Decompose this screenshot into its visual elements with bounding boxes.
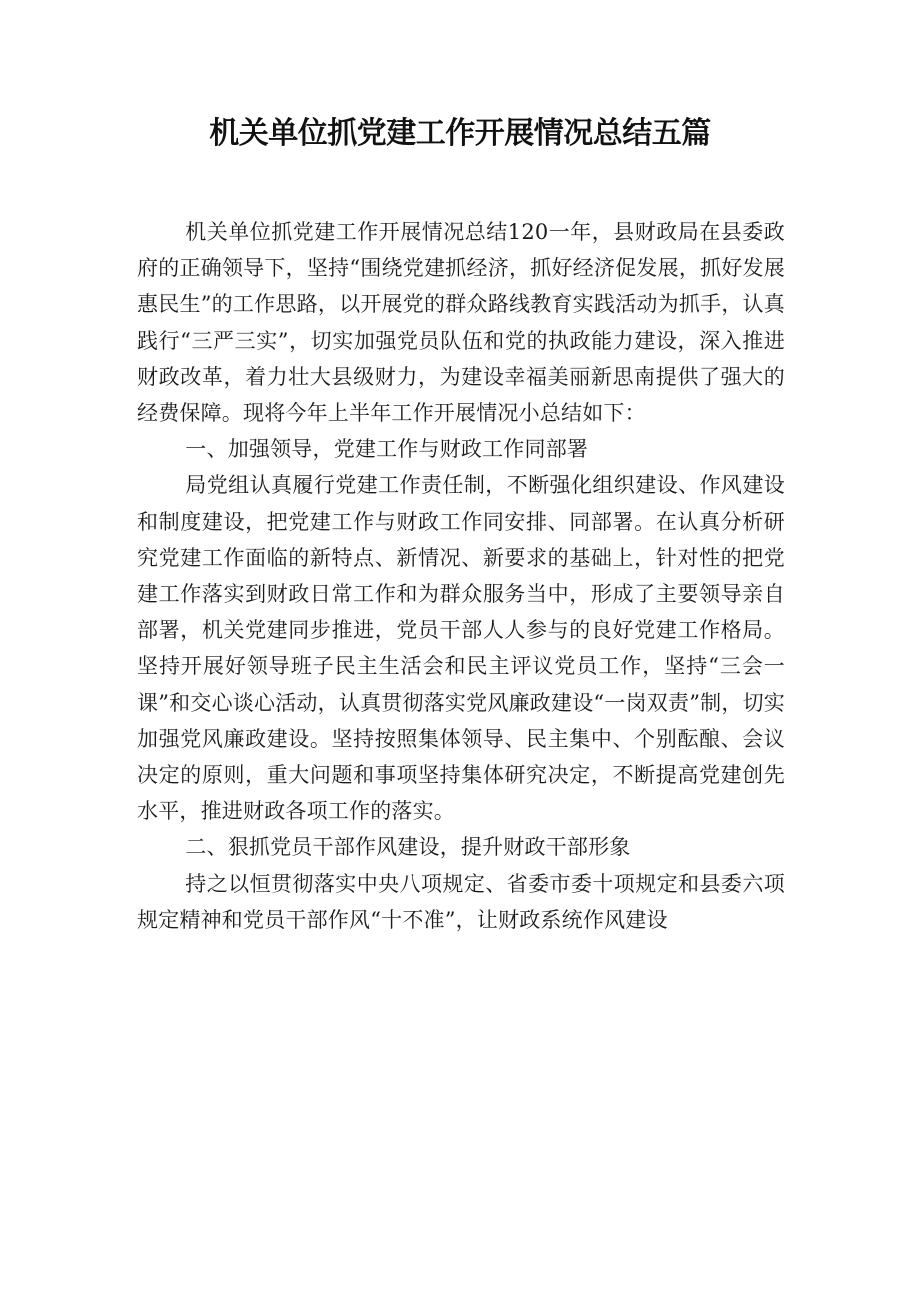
section-2-paragraph: 持之以恒贯彻落实中央八项规定、省委市委十项规定和县委六项规定精神和党员干部作风“十不准”，让财政系统作风建设 [137, 871, 785, 932]
document-title: 机关单位抓党建工作开展情况总结五篇 [209, 116, 711, 151]
intro-paragraph: 机关单位抓党建工作开展情况总结120一年，县财政局在县委政府的正确领导下，坚持“围绕党建抓经济，抓好经济促发展，抓好发展惠民生”的工作思路，以开展党的群众路线教育实践活动为抓手，认真践行“三严三实”，切实加强党员队伍和党的执政能力建设，深入推进财政改革，着力壮大县级财力，为建设幸福美丽新思南提供了强大的经费保障。现将今年上半年工作开展情况小总结如下： [137, 220, 785, 426]
section-1-paragraph: 局党组认真履行党建工作责任制，不断强化组织建设、作风建设和制度建设，把党建工作与财政工作同安排、同部署。在认真分析研究党建工作面临的新特点、新情况、新要求的基础上，针对性的把党建工作落实到财政日常工作和为群众服务当中，形成了主要领导亲自部署，机关党建同步推进，党员干部人人参与的良好党建工作格局。坚持开展好领导班子民主生活会和民主评议党员工作，坚持“三会一课”和交心谈心活动，认真贯彻落实党风廉政建设“一岗双责”制，切实加强党风廉政建设。坚持按照集体领导、民主集中、个别酝酿、会议决定的原则，重大问题和事项坚持集体研究决定，不断提高党建创先水平，推进财政各项工作的落实。 [137, 473, 785, 824]
section-heading-1: 一、加强领导，党建工作与财政工作同部署 [185, 437, 589, 462]
section-heading-2: 二、狠抓党员干部作风建设，提升财政干部形象 [185, 835, 631, 860]
document-body [137, 214, 785, 938]
